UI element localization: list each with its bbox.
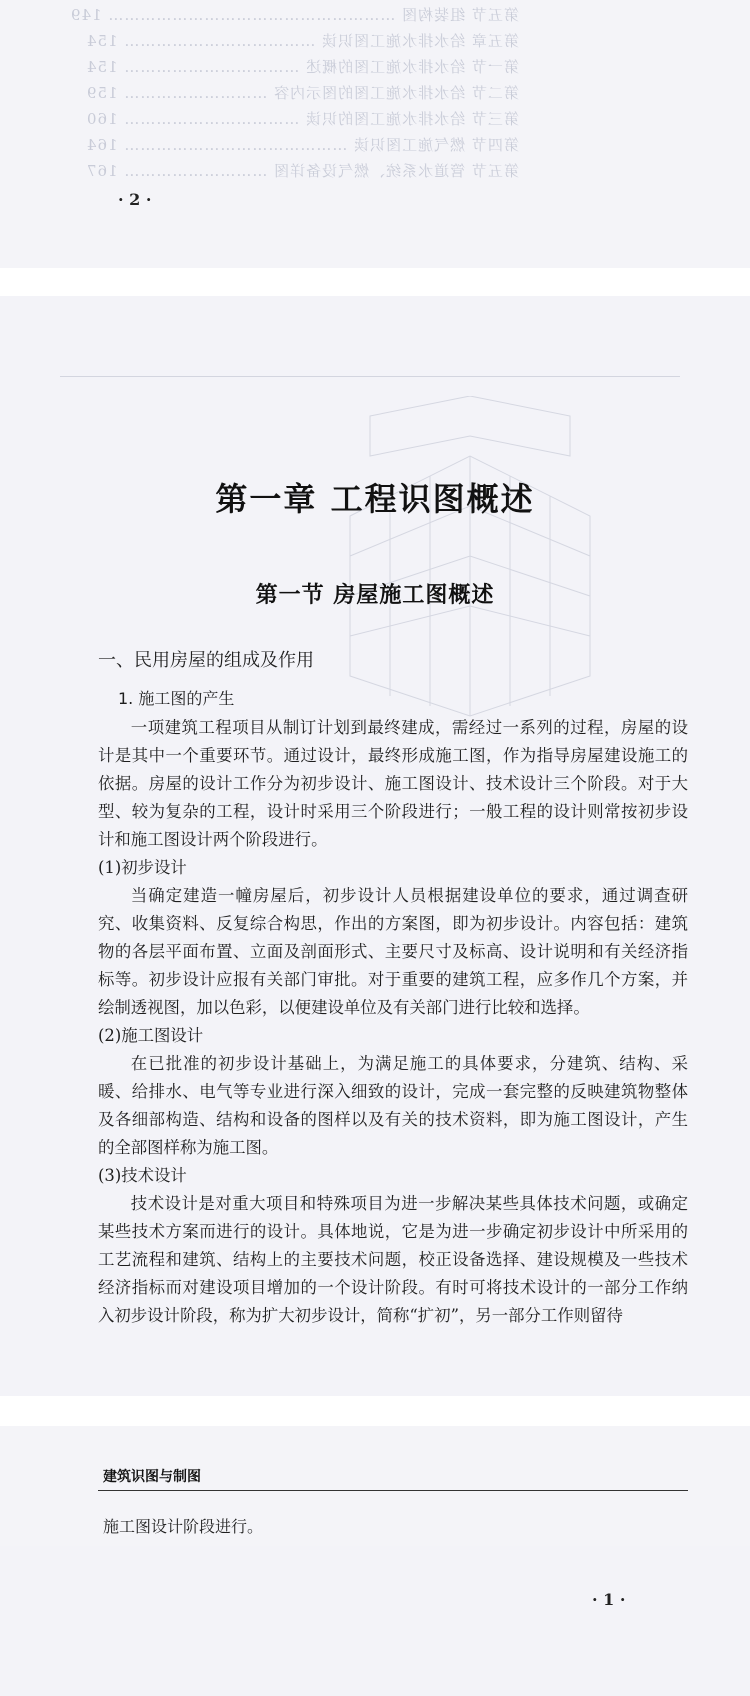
ghost-toc-lines xyxy=(70,4,519,186)
subheading: (1)初步设计 xyxy=(98,858,187,877)
running-head: 建筑识图与制图 xyxy=(103,1469,201,1485)
ghost-line: 第四节 燃气施工图识读 …………………………………… 164 xyxy=(86,136,519,154)
ghost-line: 第三节 给水排水施工图的识读 …………………………… 160 xyxy=(86,110,519,128)
ghost-building-illustration xyxy=(330,396,610,726)
ghost-line: 第五章 给水排水施工图识读 ……………………………… 154 xyxy=(86,32,519,50)
page-number: · 1 · xyxy=(592,1590,626,1609)
heading-level-2: 1. 施工图的产生 xyxy=(118,689,235,708)
paragraph: 技术设计是对重大项目和特殊项目为进一步解决某些具体技术问题，或确定某些技术方案而进行的设计。具体地说，它是为进一步确定初步设计中所采用的工艺流程和建筑、结构上的主要技术问题，校正设备选择、建设规模及一些技术经济指标而对建设项目增加的一个设计阶段。有时可将技术设计的一部分工作纳入初步设计阶段，称为扩大初步设计，简称“扩初”，另一部分工作则留待 xyxy=(98,1194,688,1325)
paragraph: 当确定建造一幢房屋后，初步设计人员根据建设单位的要求，通过调查研究、收集资料、反复综合构思，作出的方案图，即为初步设计。内容包括：建筑物的各层平面布置、立面及剖面形式、主要尺寸及标高、设计说明和有关经济指标等。初步设计应报有关部门审批。对于重要的建筑工程，应多作几个方案，并绘制透视图，加以色彩，以便建设单位及有关部门进行比较和选择。 xyxy=(98,886,688,1017)
ghost-line: 第五节 管道水系统、燃气设备详图 ……………………… 167 xyxy=(86,162,519,180)
heading-level-1: 一、民用房屋的组成及作用 xyxy=(98,650,314,671)
subheading: (2)施工图设计 xyxy=(98,1026,204,1045)
paragraph: 施工图设计阶段进行。 xyxy=(103,1517,264,1536)
section-title: 第一节 房屋施工图概述 xyxy=(255,583,495,608)
page-gap xyxy=(0,268,750,296)
chapter-title: 第一章 工程识图概述 xyxy=(215,480,535,518)
page-gap xyxy=(0,1396,750,1426)
paragraph: 一项建筑工程项目从制订计划到最终建成，需经过一系列的过程，房屋的设计是其中一个重要环节。通过设计，最终形成施工图，作为指导房屋建设施工的依据。房屋的设计工作分为初步设计、施工图设计、技术设计三个阶段。对于大型、较为复杂的工程，设计时采用三个阶段进行；一般工程的设计则常按初步设计和施工图设计两个阶段进行。 xyxy=(98,718,688,849)
page-number: · 2 · xyxy=(118,190,152,209)
running-head-rule xyxy=(98,1490,688,1491)
body-text xyxy=(98,714,688,1330)
ghost-line: 第一节 给水排水施工图的概述 …………………………… 154 xyxy=(86,58,519,76)
ghost-line: 第五节 组装构图 ……………………………………………… 149 xyxy=(70,6,519,24)
ghost-line: 第二节 给水排水施工图的图示内容 ……………………… 159 xyxy=(86,84,519,102)
previous-page xyxy=(0,0,750,268)
paragraph: 在已批准的初步设计基础上，为满足施工的具体要求，分建筑、结构、采暖、给排水、电气等专业进行深入细致的设计，完成一套完整的反映建筑物整体及各细部构造、结构和设备的图样以及有关的技术资料，即为施工图设计，产生的全部图样称为施工图。 xyxy=(98,1054,688,1157)
subheading: (3)技术设计 xyxy=(98,1166,187,1185)
next-page xyxy=(0,1426,750,1546)
ghost-running-head-rule xyxy=(60,354,680,377)
